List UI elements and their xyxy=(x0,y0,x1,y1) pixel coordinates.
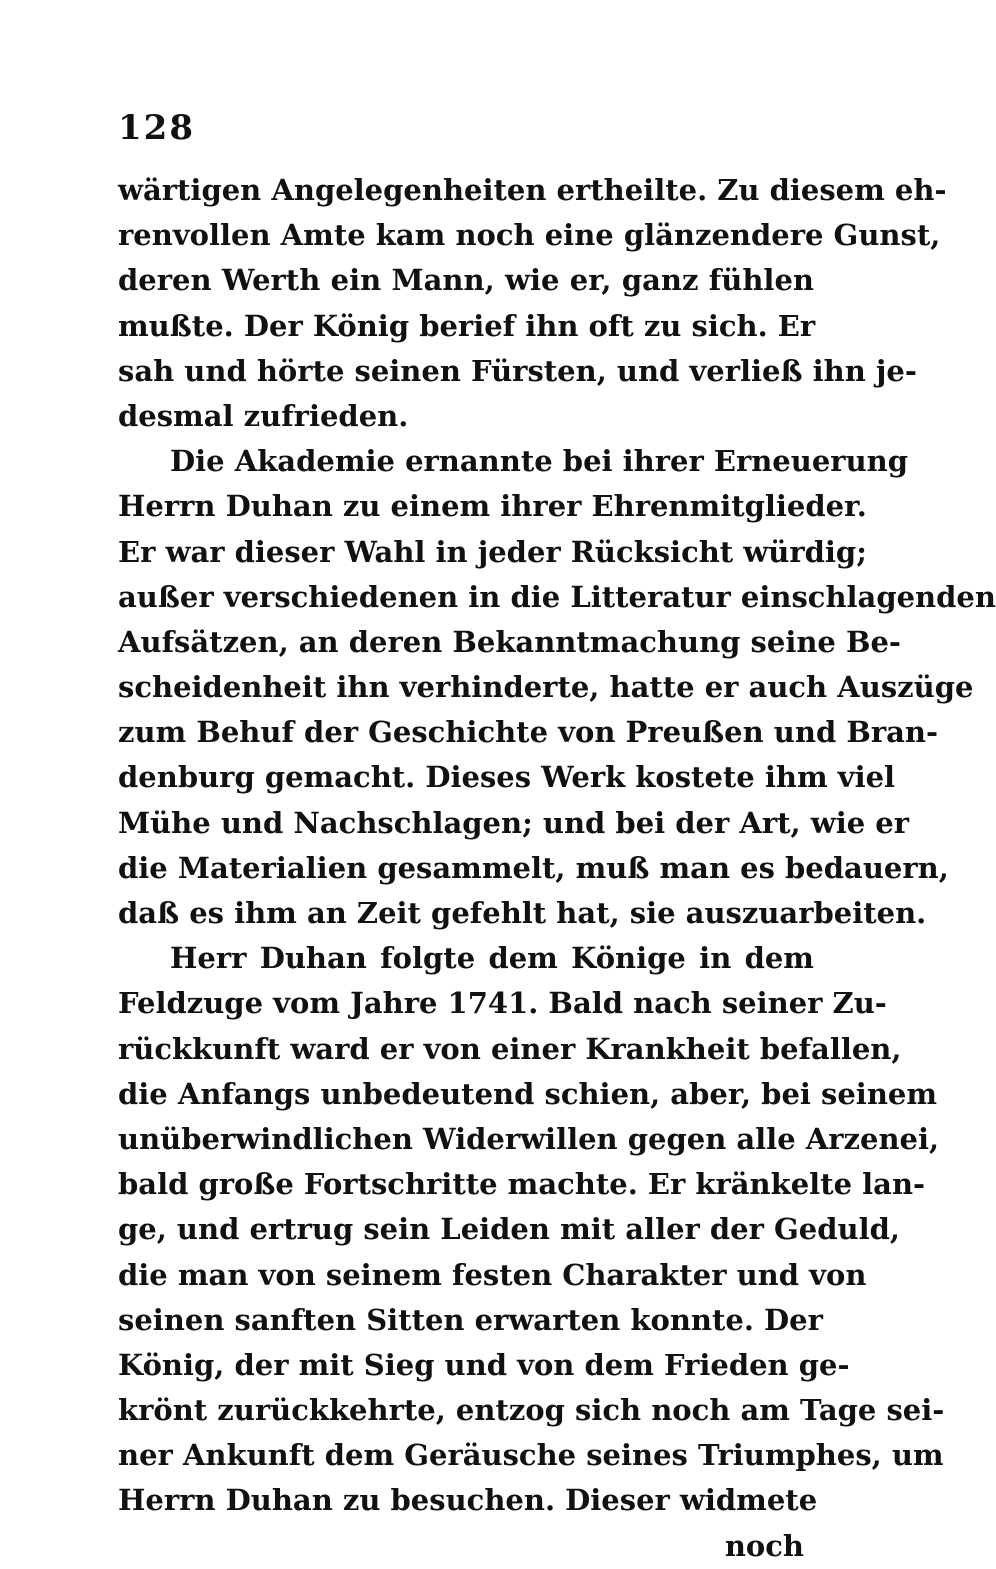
text-line: die man von seinem festen Charakter und von xyxy=(118,1257,867,1292)
text-line: ner Ankunft dem Geräusche seines Triumphes, um xyxy=(118,1438,944,1473)
paragraph-start-line: Herr Duhan folgte dem Könige in dem xyxy=(170,941,814,976)
text-line: wärtigen Angelegenheiten ertheilte. Zu diesem eh- xyxy=(118,173,947,207)
text-line: unüberwindlichen Widerwillen gegen alle Arzenei, xyxy=(118,1121,940,1156)
catchword: noch xyxy=(724,1528,804,1563)
text-line: sah und hörte seinen Fürsten, und verließ ihn je- xyxy=(118,353,917,388)
text-line: bald große Fortschritte machte. Er kränkelte lan- xyxy=(118,1167,926,1202)
text-line: seinen sanften Sitten erwarten konnte. Der xyxy=(118,1302,823,1337)
text-line: Herrn Duhan zu besuchen. Dieser widmete xyxy=(118,1483,818,1518)
page-number: 128 xyxy=(118,108,195,148)
paragraph-start-line: Die Akademie ernannte bei ihrer Erneuerung xyxy=(170,444,909,479)
text-line: desmal zufrieden. xyxy=(118,398,409,433)
text-line: König, der mit Sieg und von dem Frieden ge- xyxy=(118,1347,850,1382)
text-line: Mühe und Nachschlagen; und bei der Art, wie er xyxy=(118,805,910,840)
text-line: scheidenheit ihn verhinderte, hatte er auch Auszüge xyxy=(118,670,974,705)
text-line: rückkunft ward er von einer Krankheit befallen, xyxy=(118,1031,902,1066)
text-line: denburg gemacht. Dieses Werk kostete ihm viel xyxy=(118,760,896,795)
text-line: krönt zurückkehrte, entzog sich noch am Tage sei- xyxy=(118,1393,945,1428)
text-line: Herrn Duhan zu einem ihrer Ehrenmitglieder. xyxy=(118,489,867,524)
text-line: die Materialien gesammelt, muß man es bedauern, xyxy=(118,850,949,885)
body-text xyxy=(118,168,996,1569)
text-line: daß es ihm an Zeit gefehlt hat, sie auszuarbeiten. xyxy=(118,896,927,930)
text-line: mußte. Der König berief ihn oft zu sich. Er xyxy=(118,308,816,343)
text-line: Aufsätzen, an deren Bekanntmachung seine Be- xyxy=(118,624,901,659)
text-line: zum Behuf der Geschichte von Preußen und Bran- xyxy=(118,715,939,750)
text-line: Feldzuge vom Jahre 1741. Bald nach seiner Zu- xyxy=(118,986,887,1021)
text-line: deren Werth ein Mann, wie er, ganz fühlen xyxy=(118,263,814,298)
text-line: ge, und ertrug sein Leiden mit aller der Geduld, xyxy=(118,1212,900,1247)
text-line: außer verschiedenen in die Litteratur einschlagenden xyxy=(118,579,996,614)
text-line: Er war dieser Wahl in jeder Rücksicht würdig; xyxy=(118,534,867,569)
text-line: renvollen Amte kam noch eine glänzendere Gunst, xyxy=(118,218,941,253)
text-line: die Anfangs unbedeutend schien, aber, bei seinem xyxy=(118,1076,938,1111)
